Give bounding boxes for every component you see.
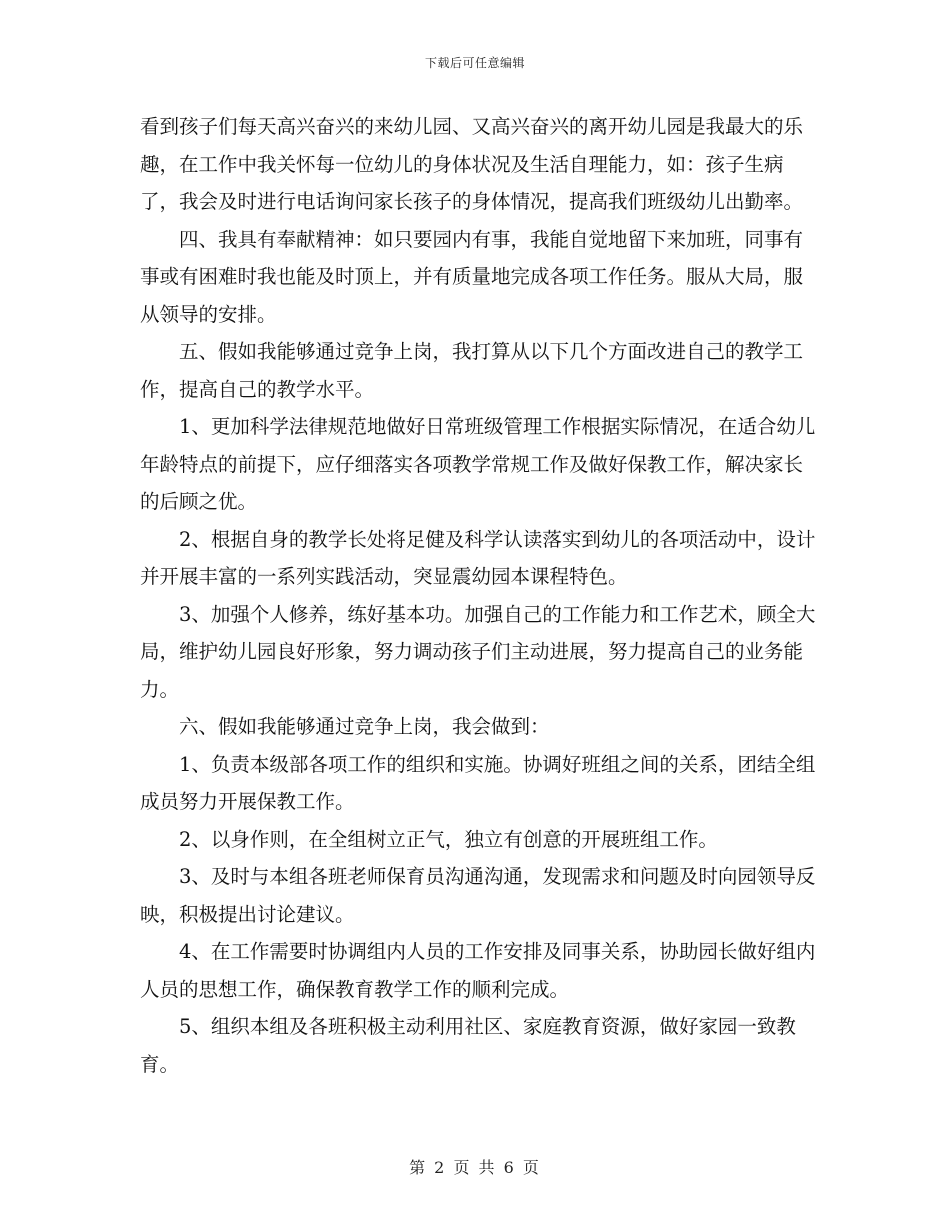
paragraph-11: 4、在工作需要时协调组内人员的工作安排及同事关系，协助园长做好组内人员的思想工作，确保教育教学工作的顺利完成。: [140, 940, 816, 1001]
paragraph-9: 2、以身作则，在全组树立正气，独立有创意的开展班组工作。: [179, 827, 718, 851]
paragraph-7: 六、假如我能够通过竞争上岗，我会做到：: [179, 715, 550, 738]
paragraph-3: 五、假如我能够通过竞争上岗，我打算从以下几个方面改进自己的教学工作，提高自己的教学水平。: [140, 340, 804, 401]
paragraph-12: 5、组织本组及各班积极主动利用社区、家庭教育资源，做好家园一致教育。: [140, 1015, 796, 1076]
paragraph-8: 1、负责本级部各项工作的组织和实施。协调好班组之间的关系，团结全组成员努力开展保教工作。: [140, 752, 816, 813]
paragraph-5: 2、根据自身的教学长处将足健及科学认读落实到幼儿的各项活动中，设计并开展丰富的一系列实践活动，突显震幼园本课程特色。: [140, 527, 816, 588]
paragraph-10: 3、及时与本组各班老师保育员沟通沟通，发现需求和问题及时向园领导反映，积极提出讨论建议。: [140, 865, 816, 926]
paragraph-4: 1、更加科学法律规范地做好日常班级管理工作根据实际情况，在适合幼儿年龄特点的前提下，应仔细落实各项教学常规工作及做好保教工作，解决家长的后顾之优。: [140, 415, 816, 513]
paragraph-2: 四、我具有奉献精神：如只要园内有事，我能自觉地留下来加班，同事有事或有困难时我也能及时顶上，并有质量地完成各项工作任务。服从大局，服从领导的安排。: [140, 227, 804, 326]
page-header: 下载后可任意编辑: [424, 56, 525, 70]
document-body: [140, 108, 820, 1083]
paragraph-6: 3、加强个人修养，练好基本功。加强自己的工作能力和工作艺术，顾全大局，维护幼儿园良好形象，努力调动孩子们主动进展，努力提高自己的业务能力。: [140, 602, 816, 701]
paragraph-1: 看到孩子们每天高兴奋兴的来幼儿园、又高兴奋兴的离开幼儿园是我最大的乐趣，在工作中我关怀每一位幼儿的身体状况及生活自理能力，如：孩子生病了，我会及时进行电话询问家长孩子的身体情况，提高我们班级幼儿出勤率。: [140, 115, 804, 213]
page-footer: 第 2 页 共 6 页: [409, 1158, 541, 1177]
